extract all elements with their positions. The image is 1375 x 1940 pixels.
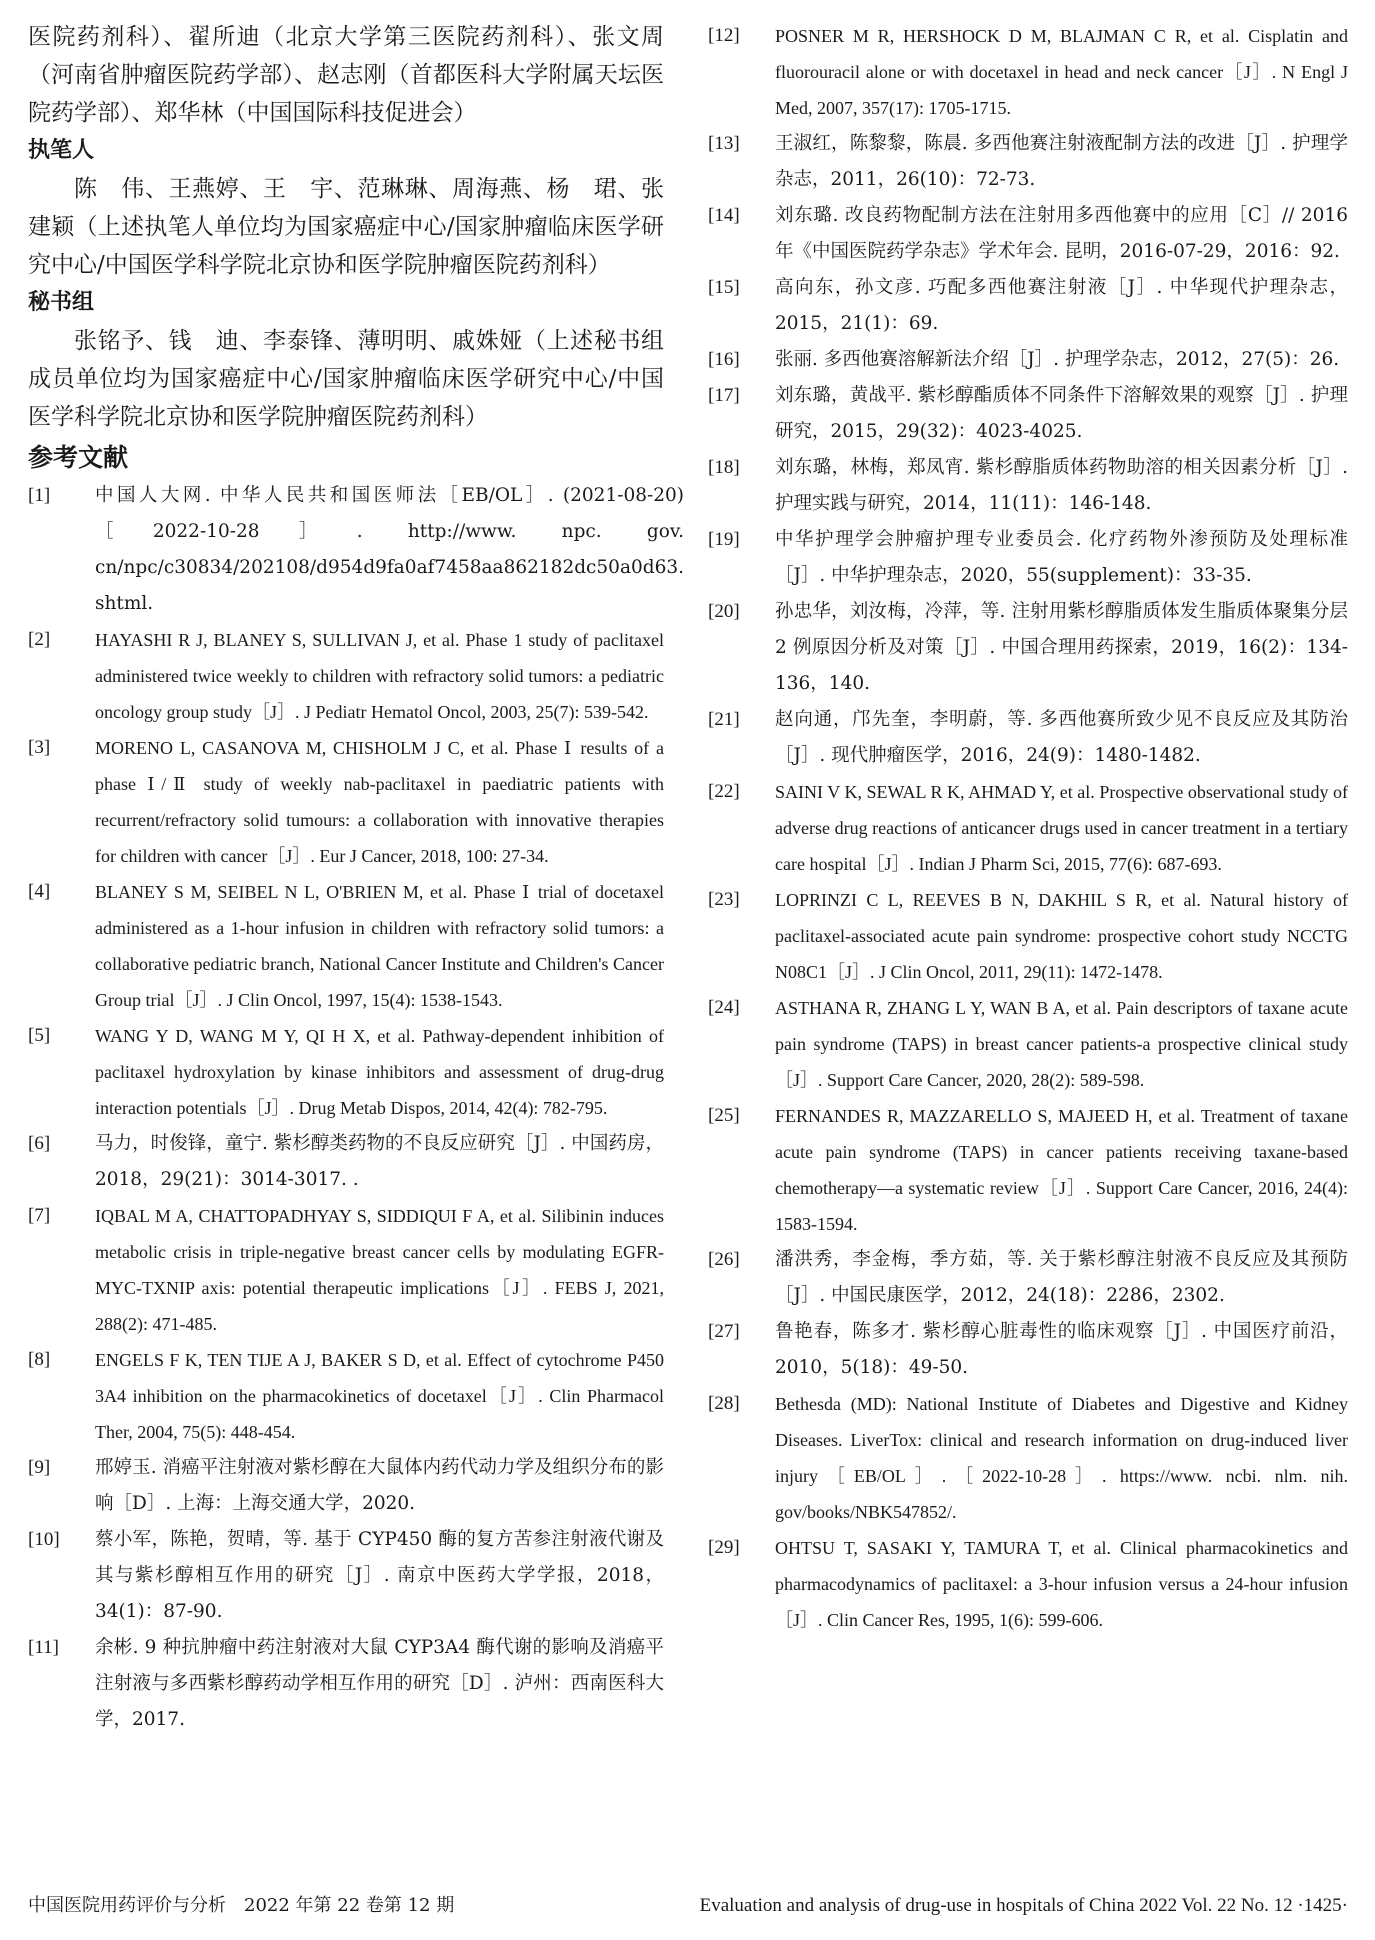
left-column: [28, 18, 685, 1738]
reference-text: 中国人大网. 中华人民共和国医师法［EB/OL］. (2021-08-20)［2022-10-28］. http://www. npc. gov. cn/npc/c30834/202108/d954d9fa0af7458aa862182dc50a0d63. shtml.: [95, 485, 685, 614]
reference-number: [19]: [708, 529, 740, 550]
reference-text: 刘东璐，林梅，郑凤宵. 紫杉醇脂质体药物助溶的相关因素分析［J］. 护理实践与研究，2014，11(11)：146-148.: [775, 457, 1348, 514]
reference-text: 中华护理学会肿瘤护理专业委员会. 化疗药物外渗预防及处理标准［J］. 中华护理杂志，2020，55(supplement)：33-35.: [775, 529, 1348, 586]
reference-number: [4]: [28, 881, 51, 902]
reference-item: [28, 874, 664, 1018]
reference-number: [12]: [708, 25, 740, 46]
reference-item: [708, 1386, 1348, 1530]
secretariat-text: 张铭予、钱 迪、李泰锋、薄明明、戚姝娅（上述秘书组成员单位均为国家癌症中心/国家肿瘤临床医学研究中心/中国医学科学院北京协和医学院肿瘤医院药剂科）: [28, 328, 664, 430]
reference-item: [708, 774, 1348, 882]
reference-list-right: [708, 18, 1348, 1638]
reference-item: [708, 1098, 1348, 1242]
writers-heading: 执笔人: [28, 138, 95, 163]
reference-item: [28, 1450, 664, 1522]
reference-item: [708, 270, 1348, 342]
reference-item: [708, 702, 1348, 774]
reference-number: [28]: [708, 1393, 740, 1414]
reference-number: [10]: [28, 1529, 60, 1550]
footer-journal-chinese: 中国医院用药评价与分析 2022 年第 22 卷第 12 期: [28, 1895, 455, 1916]
page-footer: [28, 1888, 1348, 1924]
reference-text: BLANEY S M, SEIBEL N L, O'BRIEN M, et al. Phase Ⅰ trial of docetaxel administered as a 1-hour infusion in children with refractory solid tumors: a collaborative pediatric branch, National Cancer Institute and Children's Cancer Group trial［J］. J Clin Oncol, 1997, 15(4): 1538-1543.: [95, 882, 664, 1010]
reference-number: [14]: [708, 205, 740, 226]
reference-item: [708, 1530, 1348, 1638]
reference-item: [708, 1314, 1348, 1386]
reference-number: [6]: [28, 1133, 51, 1154]
reference-text: ASTHANA R, ZHANG L Y, WAN B A, et al. Pain descriptors of taxane acute pain syndrome (TAPS) in breast cancer patients-a prospective clinical study［J］. Support Care Cancer, 2020, 28(2): 589-598.: [775, 998, 1348, 1090]
secretariat-heading: 秘书组: [28, 290, 95, 315]
reference-item: [708, 378, 1348, 450]
reference-item: [28, 1342, 664, 1450]
reference-text: MORENO L, CASANOVA M, CHISHOLM J C, et al. Phase Ⅰ results of a phase Ⅰ/Ⅱ study of weekly nab-paclitaxel in paediatric patients with recurrent/refractory solid tumours: a collaboration with innovative therapies for children with cancer［J］. Eur J Cancer, 2018, 100: 27-34.: [95, 738, 664, 866]
reference-item: [708, 1242, 1348, 1314]
reference-number: [16]: [708, 349, 740, 370]
reference-text: POSNER M R, HERSHOCK D M, BLAJMAN C R, et al. Cisplatin and fluorouracil alone or with docetaxel in head and neck cancer［J］. N Engl J Med, 2007, 357(17): 1705-1715.: [775, 26, 1348, 118]
reference-number: [7]: [28, 1205, 51, 1226]
reference-text: 邢婷玉. 消癌平注射液对紫杉醇在大鼠体内药代动力学及组织分布的影响［D］. 上海：上海交通大学，2020.: [95, 1457, 664, 1514]
reference-item: [28, 1126, 664, 1198]
reference-number: [20]: [708, 601, 740, 622]
reference-number: [17]: [708, 385, 740, 406]
reference-text: 张丽. 多西他赛溶解新法介绍［J］. 护理学杂志，2012，27(5)：26.: [775, 349, 1340, 370]
affiliations-text: 医院药剂科）、翟所迪（北京大学第三医院药剂科）、张文周（河南省肿瘤医院药学部）、赵志刚（首都医科大学附属天坛医院药学部）、郑华林（中国国际科技促进会）: [28, 24, 664, 126]
reference-item: [708, 990, 1348, 1098]
reference-text: 王淑红，陈黎黎，陈晨. 多西他赛注射液配制方法的改进［J］. 护理学杂志，2011，26(10)：72-73.: [775, 133, 1348, 190]
reference-number: [24]: [708, 997, 740, 1018]
reference-item: [28, 478, 685, 622]
reference-text: 赵向通，邝先奎，李明蔚，等. 多西他赛所致少见不良反应及其防治［J］. 现代肿瘤医学，2016，24(9)：1480-1482.: [775, 709, 1348, 766]
reference-item: [708, 126, 1348, 198]
reference-number: [2]: [28, 629, 51, 650]
reference-text: 刘东璐. 改良药物配制方法在注射用多西他赛中的应用［C］// 2016 年《中国医院药学杂志》学术年会. 昆明，2016-07-29，2016：92.: [775, 205, 1348, 262]
reference-number: [15]: [708, 277, 740, 298]
reference-item: [28, 1198, 664, 1342]
reference-text: FERNANDES R, MAZZARELLO S, MAJEED H, et al. Treatment of taxane acute pain syndrome (TAPS) in cancer patients receiving taxane-based chemotherapy—a systematic review［J］. Support Care Cancer, 2016, 24(4): 1583-1594.: [775, 1106, 1348, 1234]
reference-text: 余彬. 9 种抗肿瘤中药注射液对大鼠 CYP3A4 酶代谢的影响及消癌平注射液与多西紫杉醇药动学相互作用的研究［D］. 泸州：西南医科大学，2017.: [95, 1637, 664, 1730]
reference-text: 蔡小军，陈艳，贺晴，等. 基于 CYP450 酶的复方苦参注射液代谢及其与紫杉醇相互作用的研究［J］. 南京中医药大学学报，2018，34(1)：87-90.: [95, 1529, 664, 1622]
reference-item: [708, 342, 1348, 378]
reference-item: [28, 1630, 664, 1738]
reference-text: WANG Y D, WANG M Y, QI H X, et al. Pathway-dependent inhibition of paclitaxel hydroxylation by kinase inhibitors and assessment of drug-drug interaction potentials［J］. Drug Metab Dispos, 2014, 42(4): 782-795.: [95, 1026, 664, 1118]
writers-text: 陈 伟、王燕婷、王 宇、范琳琳、周海燕、杨 珺、张建颖（上述执笔人单位均为国家癌症中心/国家肿瘤临床医学研究中心/中国医学科学院北京协和医学院肿瘤医院药剂科）: [28, 176, 664, 278]
reference-item: [708, 18, 1348, 126]
reference-number: [5]: [28, 1025, 51, 1046]
reference-text: ENGELS F K, TEN TIJE A J, BAKER S D, et al. Effect of cytochrome P450 3A4 inhibition on the pharmacokinetics of docetaxel［J］. Clin Pharmacol Ther, 2004, 75(5): 448-454.: [95, 1350, 664, 1442]
reference-text: IQBAL M A, CHATTOPADHYAY S, SIDDIQUI F A, et al. Silibinin induces metabolic crisis in triple-negative breast cancer cells by modulating EGFR-MYC-TXNIP axis: potential therapeutic implications［J］. FEBS J, 2021, 288(2): 471-485.: [95, 1206, 664, 1334]
reference-text: 潘洪秀，李金梅，季方茹，等. 关于紫杉醇注射液不良反应及其预防［J］. 中国民康医学，2012，24(18)：2286，2302.: [775, 1249, 1348, 1306]
reference-text: 孙忠华，刘汝梅，冷萍，等. 注射用紫杉醇脂质体发生脂质体聚集分层 2 例原因分析及对策［J］. 中国合理用药探索，2019，16(2)：134-136，140.: [775, 601, 1348, 694]
reference-item: [28, 622, 664, 730]
reference-number: [22]: [708, 781, 740, 802]
reference-item: [28, 730, 664, 874]
right-column: [708, 18, 1348, 1638]
reference-text: 刘东璐，黄战平. 紫杉醇酯质体不同条件下溶解效果的观察［J］. 护理研究，2015，29(32)：4023-4025.: [775, 385, 1348, 442]
footer-journal-english: Evaluation and analysis of drug-use in hospitals of China 2022 Vol. 22 No. 12 ·1425·: [699, 1895, 1348, 1916]
reference-text: LOPRINZI C L, REEVES B N, DAKHIL S R, et al. Natural history of paclitaxel-associated acute pain syndrome: prospective cohort study NCCTG N08C1［J］. J Clin Oncol, 2011, 29(11): 1472-1478.: [775, 890, 1348, 982]
reference-text: HAYASHI R J, BLANEY S, SULLIVAN J, et al. Phase 1 study of paclitaxel administered twice weekly to children with refractory solid tumors: a pediatric oncology group study［J］. J Pediatr Hematol Oncol, 2003, 25(7): 539-542.: [95, 630, 664, 722]
reference-number: [25]: [708, 1105, 740, 1126]
reference-text: 高向东，孙文彦. 巧配多西他赛注射液［J］. 中华现代护理杂志，2015，21(1)：69.: [775, 277, 1348, 334]
reference-number: [26]: [708, 1249, 740, 1270]
reference-item: [708, 882, 1348, 990]
reference-item: [28, 1522, 664, 1630]
reference-item: [708, 198, 1348, 270]
reference-number: [27]: [708, 1321, 740, 1342]
reference-number: [1]: [28, 485, 51, 506]
reference-item: [28, 1018, 664, 1126]
reference-text: 鲁艳春，陈多才. 紫杉醇心脏毒性的临床观察［J］. 中国医疗前沿，2010，5(18)：49-50.: [775, 1321, 1348, 1378]
reference-text: Bethesda (MD): National Institute of Diabetes and Digestive and Kidney Diseases. LiverTox: clinical and research information on drug-induced liver injury［EB/OL］.［2022-10-28］. https://www. ncbi. nlm. nih. gov/books/NBK547852/.: [775, 1394, 1348, 1522]
reference-number: [18]: [708, 457, 740, 478]
reference-text: 马力，时俊锋，童宁. 紫杉醇类药物的不良反应研究［J］. 中国药房，2018，29(21)：3014-3017. .: [95, 1133, 664, 1190]
reference-text: SAINI V K, SEWAL R K, AHMAD Y, et al. Prospective observational study of adverse drug reactions of anticancer drugs used in cancer treatment in a tertiary care hospital［J］. Indian J Pharm Sci, 2015, 77(6): 687-693.: [775, 782, 1348, 874]
reference-item: [708, 594, 1348, 702]
reference-text: OHTSU T, SASAKI Y, TAMURA T, et al. Clinical pharmacokinetics and pharmacodynamics of paclitaxel: a 3-hour infusion versus a 24-hour infusion［J］. Clin Cancer Res, 1995, 1(6): 599-606.: [775, 1538, 1348, 1630]
reference-number: [23]: [708, 889, 740, 910]
references-heading: 参考文献: [28, 443, 129, 472]
reference-number: [8]: [28, 1349, 51, 1370]
reference-list-left: [28, 478, 685, 1738]
reference-number: [3]: [28, 737, 51, 758]
reference-number: [13]: [708, 133, 740, 154]
reference-number: [11]: [28, 1637, 59, 1658]
reference-item: [708, 450, 1348, 522]
reference-number: [21]: [708, 709, 740, 730]
reference-number: [29]: [708, 1537, 740, 1558]
reference-item: [708, 522, 1348, 594]
reference-number: [9]: [28, 1457, 51, 1478]
